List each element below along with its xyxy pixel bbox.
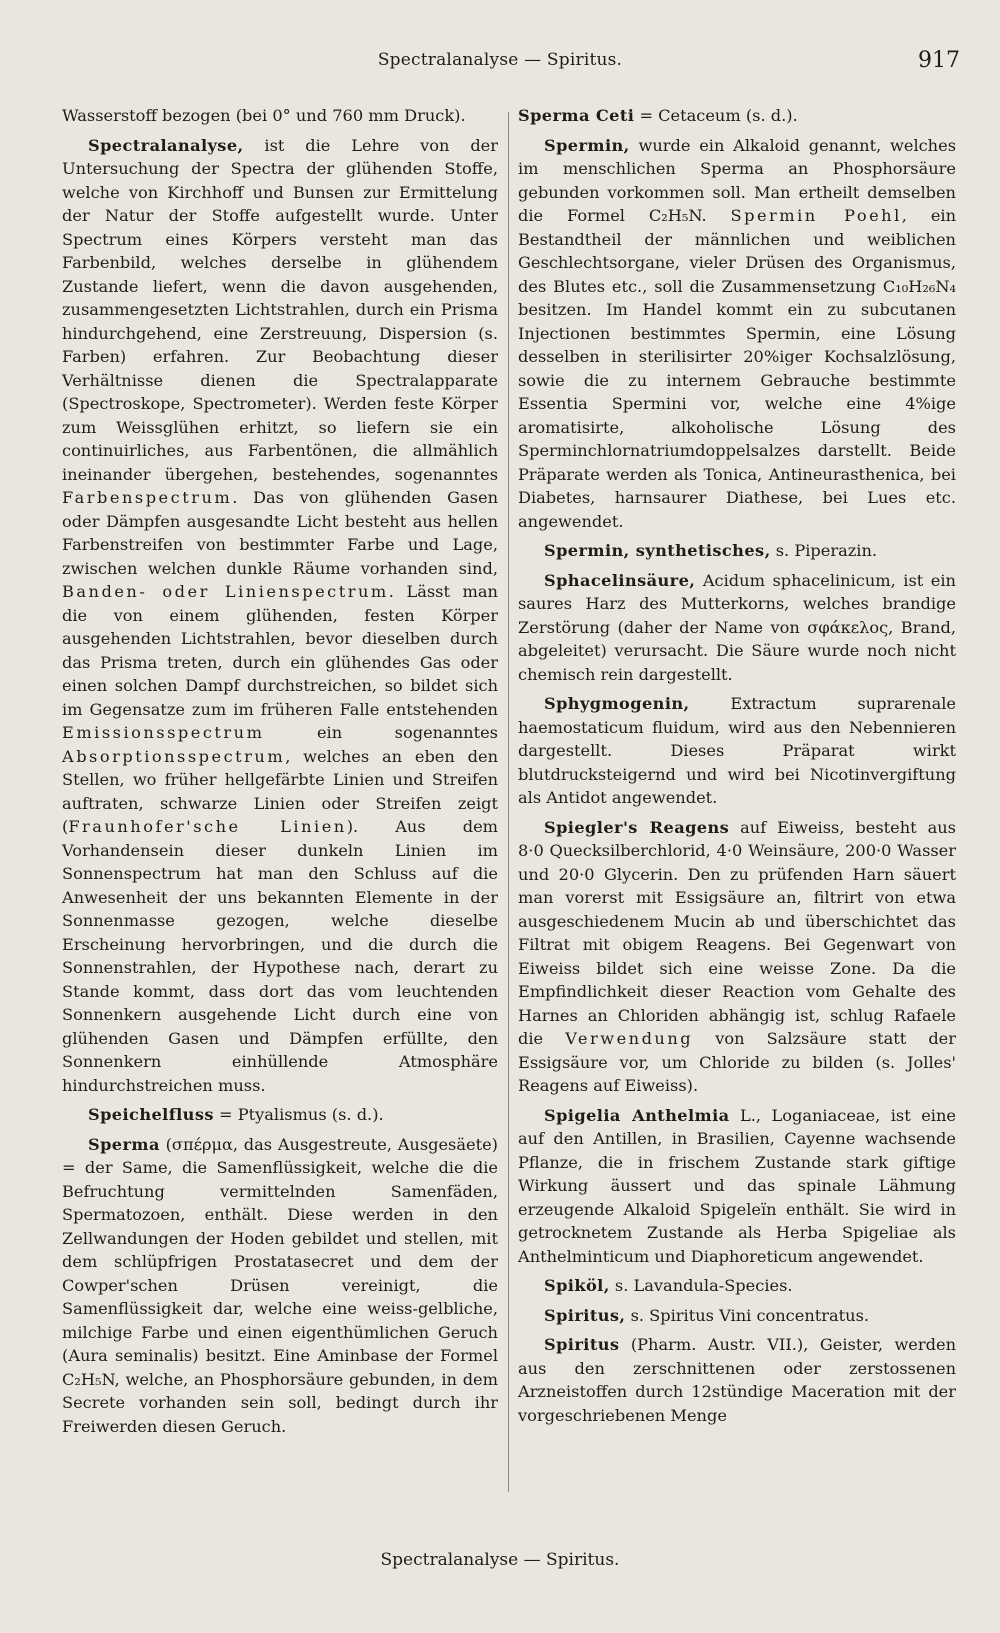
entry-term: Sperma Ceti: [518, 106, 635, 125]
entry-spiegler-reagens: [518, 816, 956, 1098]
entry-term: Spermin,: [544, 135, 630, 155]
entry-spikoel: [518, 1274, 956, 1298]
entry-text: s. Piperazin.: [770, 541, 878, 560]
entry-text: = Ptyalismus (s. d.).: [213, 1105, 384, 1124]
entry-text: . Lässt man die von einem glühenden, festen Körper ausgehenden Lichtstrahlen, bevor dieselben durch das Prisma treten, durch ein glühendes Gas oder einen solchen Dampf durchstreichen, so bildet sich im Gegensatze zum im früheren Falle entstehenden: [62, 582, 498, 719]
entry-term: Spigelia Anthelmia: [544, 1105, 730, 1125]
entry-text: ). Aus dem Vorhandensein dieser dunkeln Linien im Sonnenspectrum hat man den Schluss auf die Anwesenheit der uns bekannten Elemente in der Sonnenmasse gezogen, welche dieselbe Erscheinung hervorbringen, und die durch die Sonnenstrahlen, der Hypothese nach, derart zu Stande kommt, dass dort das vom leuchtenden Sonnenkern ausgehende Licht durch eine von glühenden Gasen und Dämpfen erfüllte, den Sonnenkern einhüllende Atmosphäre hindurchstreichen muss.: [62, 817, 498, 1095]
entry-text: auf Eiweiss, besteht aus 8·0 Quecksilberchlorid, 4·0 Weinsäure, 200·0 Wasser und 20·0 Glycerin. Den zu prüfenden Harn säuert man vorerst mit Essigsäure an, filtrirt von etwa ausgeschiedenem Mucin ab und überschichtet das Filtrat mit obigem Reagens. Bei Gegenwart von Eiweiss bildet sich eine weisse Zone. Da die Empfindlichkeit dieser Reaction vom Gehalte des Harnes an Chloriden abhängig ist, schlug Rafaele die: [518, 817, 956, 1048]
entry-sperma: [62, 1133, 498, 1439]
entry-text: L., Loganiaceae, ist eine auf den Antillen, in Brasilien, Cayenne wachsende Pflanze, die in frischem Zustande stark giftige Wirkung äussert und das spinale Lähmung erzeugende Alkaloid Spigeleïn enthält. Sie wird in getrocknetem Zustande als Herba Spigeliae als Anthelminticum und Diaphoreticum angewendet.: [518, 1105, 956, 1266]
page-number: 917: [918, 48, 960, 73]
right-column: [518, 104, 956, 1427]
entry-term: Spectralanalyse,: [88, 135, 244, 155]
entry-sphacelinsaeure: [518, 569, 956, 687]
entry-term: Spiritus,: [544, 1305, 626, 1325]
entry-term: Sphacelinsäure,: [544, 570, 696, 590]
entry-term: Sphygmogenin,: [544, 694, 690, 713]
entry-text: s. Spiritus Vini concentratus.: [625, 1305, 870, 1325]
entry-text: Acidum sphacelinicum, ist ein saures Harz des Mutterkorns, welches brandige Zerstörung (daher der Name von σφάκελος, Brand, abgeleitet) verursacht. Die Säure wurde noch nicht chemisch rein dargestellt.: [518, 570, 956, 684]
entry-term: Spiköl,: [544, 1276, 610, 1295]
spaced-term: Verwendung: [565, 1029, 694, 1048]
entry-spermin: [518, 134, 956, 534]
entry-term: Sperma: [88, 1134, 160, 1154]
entry-term: Speichelfluss: [88, 1105, 214, 1124]
entry-text: s. Lavandula-Species.: [609, 1276, 793, 1295]
entry-text: . Das von glühenden Gasen oder Dämpfen ausgesandte Licht besteht aus hellen Farbenstreifen von bestimmter Farbe und Lage, zwischen welchen dunkle Räume vorhanden sind,: [62, 488, 498, 578]
entry-text: ist die Lehre von der Untersuchung der Spectra der glühenden Stoffe, welche von Kirchhoff und Bunsen zur Ermittelung der Natur der Stoffe aufgestellt wurde. Unter Spectrum eines Körpers versteht man das Farbenbild, welches derselbe in glühendem Zustande liefert, wenn die davon ausgehenden, zusammengesetzten Lichtstrahlen, durch ein Prisma hindurchgehend, eine Zerstreuung, Dispersion (s. Farben) erfahren. Zur Beobachtung dieser Verhältnisse dienen die Spectralapparate (Spectroskope, Spectrometer). Werden feste Körper zum Weissglühen erhitzt, so liefern sie ein continuirliches, aus Farbentönen, die allmählich ineinander übergehen, bestehendes, sogenanntes: [62, 135, 498, 484]
entry-sphygmogenin: [518, 692, 956, 810]
entry-spectralanalyse: [62, 134, 498, 1098]
running-head: Spectralanalyse — Spiritus.: [377, 50, 623, 70]
entry-spiritus-pharm: [518, 1333, 956, 1427]
spaced-term: Farbenspectrum: [62, 488, 233, 507]
entry-term: Spermin, synthetisches,: [544, 541, 771, 560]
spaced-term: Banden- oder Linienspectrum: [62, 582, 389, 601]
entry-sperma-ceti: [518, 104, 956, 128]
spaced-term: Absorptionsspectrum: [62, 746, 286, 766]
entry-text: (σπέρμα, das Ausgestreute, Ausgesäete) = der Same, die Samenflüssigkeit, welche die die Befruchtung vermittelnden Samenfäden, Spermatozoen, enthält. Diese werden in den Zellwandungen der Hoden gebildet und stellen, mit dem schlüpfrigen Prostatasecret und dem der Cowper'schen Drüsen vereinigt, die Samenflüssigkeit dar, welche eine weiss-gelbliche, milchige Farbe und einen eigenthümlichen Geruch (Aura seminalis) besitzt. Eine Aminbase der Formel C₂H₅N, welche, an Phosphorsäure gebunden, in dem Secrete vorhanden sein soll, bedingt durch ihr Freiwerden diesen Geruch.: [62, 1134, 498, 1436]
entry-text: wurde ein Alkaloid genannt, welches im menschlichen Sperma an Phosphorsäure gebunden vorkommen soll. Man ertheilt demselben die Formel C₂H₅N.: [518, 135, 956, 225]
entry-term: Spiegler's Reagens: [544, 817, 730, 837]
entry-text: (Pharm. Austr. VII.), Geister, werden aus den zerschnittenen oder zerstossenen Arzneistoffen durch 12stündige Maceration mit der vorgeschriebenen Menge: [518, 1335, 956, 1425]
entry-term: Spiritus: [544, 1335, 620, 1354]
entry-speichelfluss: [62, 1103, 498, 1127]
continuation-text: Wasserstoff bezogen (bei 0° und 760 mm Druck).: [62, 106, 466, 125]
spaced-term: Emissionsspectrum: [62, 723, 265, 742]
entry-text: von Salzsäure statt der Essigsäure vor, um Chloride zu bilden (s. Jolles' Reagens auf Eiweiss).: [518, 1029, 957, 1095]
entry-spigelia: [518, 1104, 956, 1269]
entry-text: , welches an eben den Stellen, wo früher hellgefärbte Linien und Streifen auftraten, schwarze Linien oder Streifen zeigt (: [62, 746, 498, 836]
entry-spiritus: [518, 1304, 956, 1328]
spaced-term: Spermin Poehl: [730, 206, 902, 225]
entry-text: = Cetaceum (s. d.).: [634, 106, 798, 125]
entry-text: , ein Bestandtheil der männlichen und weiblichen Geschlechtsorgane, vieler Drüsen des Organismus, des Blutes etc., soll die Zusammensetzung C₁₀H₂₆N₄ besitzen. Im Handel kommt ein zu subcutanen Injectionen bestimmtes Spermin, eine Lösung desselben in sterilisirter 20%iger Kochsalzlösung, sowie die zu internem Gebrauche bestimmte Essentia Spermini vor, welche eine 4%ige aromatisirte, alkoholische Lösung des Sperminchlornatriumdoppelsalzes darstellt. Beide Präparate werden als Tonica, Antineurasthenica, bei Diabetes, harnsaurer Diathese, bei Lues etc. angewendet.: [518, 206, 957, 531]
column-divider: [508, 112, 509, 1492]
spaced-term: Fraunhofer'sche Linien: [68, 817, 347, 836]
running-foot: Spectralanalyse — Spiritus.: [380, 1550, 620, 1570]
entry-text: Extractum suprarenale haemostaticum fluidum, wird aus den Nebennieren dargestellt. Dieses Präparat wirkt blutdrucksteigernd und wird bei Nicotinvergiftung als Antidot angewendet.: [518, 694, 956, 807]
left-column: [62, 104, 498, 1438]
entry-spermin-synthetisches: [518, 539, 956, 563]
entry-text: ein sogenanntes: [264, 723, 498, 742]
